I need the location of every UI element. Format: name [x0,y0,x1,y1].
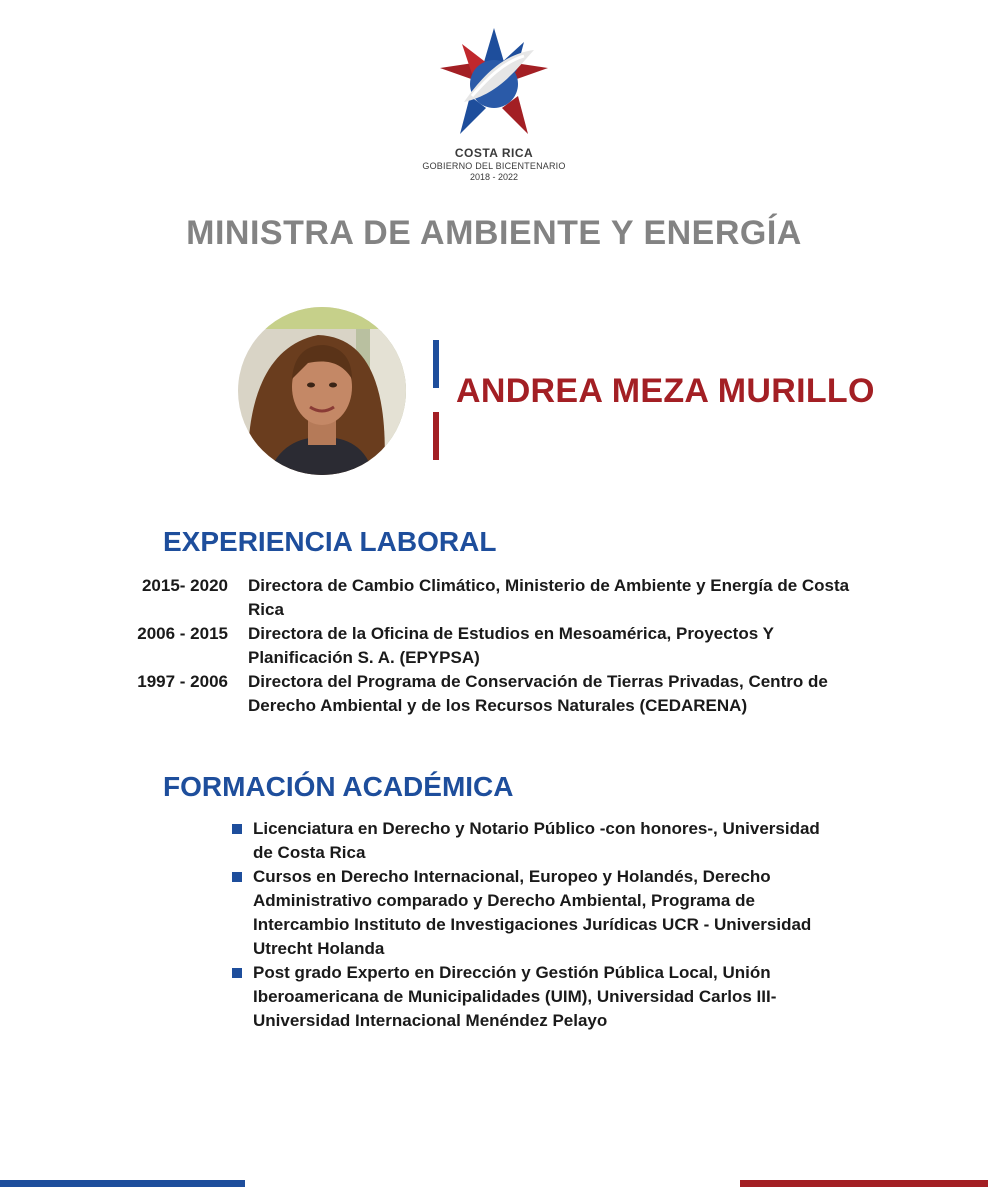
star-emblem-icon [424,24,564,144]
logo-country: COSTA RICA [454,146,534,160]
experience-item [100,574,860,622]
experience-years: 2006 - 2015 [137,624,228,643]
experience-list [100,574,860,718]
accent-bar-blue [433,340,439,388]
education-description: Post grado Experto en Dirección y Gestión Pública Local, Unión Iberoamericana de Municipalidades (UIM), Universidad Carlos III-Universidad Internacional Menéndez Pelayo [253,963,777,1030]
experience-heading: EXPERIENCIA LABORAL [163,526,497,557]
accent-bar-red [433,412,439,460]
portrait-image [238,307,406,475]
experience-years: 2015- 2020 [141,576,228,595]
experience-years: 1997 - 2006 [137,672,228,691]
education-heading: FORMACIÓN ACADÉMICA [163,771,514,802]
page-title: MINISTRA DE AMBIENTE Y ENERGÍA [186,214,802,252]
education-description: Licenciatura en Derecho y Notario Público -con honores-, Universidad de Costa Rica [253,819,820,862]
experience-description: Directora del Programa de Conservación de Tierras Privadas, Centro de Derecho Ambiental y de los Recursos Naturales (CEDARENA) [248,672,828,715]
education-item [232,817,832,865]
experience-item [100,670,860,718]
experience-description: Directora de la Oficina de Estudios en Mesoamérica, Proyectos Y Planificación S. A. (EPYPSA) [248,624,774,667]
experience-item [100,622,860,670]
person-name: ANDREA MEZA MURILLO [456,372,875,410]
footer-bar-red [740,1180,988,1187]
education-description: Cursos en Derecho Internacional, Europeo y Holandés, Derecho Administrativo comparado y Derecho Ambiental, Programa de Intercambio Instituto de Investigaciones Jurídicas UCR - Universidad Utrecht Holanda [253,867,812,958]
logo-government: GOBIERNO DEL BICENTENARIO [422,161,566,171]
bicentennial-logo [394,24,594,182]
square-bullet-icon [232,824,242,834]
education-list [232,817,832,1033]
square-bullet-icon [232,968,242,978]
footer-bar-blue [0,1180,245,1187]
logo-years: 2018 - 2022 [469,172,519,182]
portrait-photo [238,307,406,475]
square-bullet-icon [232,872,242,882]
education-item [232,865,832,961]
education-item [232,961,832,1033]
experience-description: Directora de Cambio Climático, Ministerio de Ambiente y Energía de Costa Rica [248,576,850,619]
